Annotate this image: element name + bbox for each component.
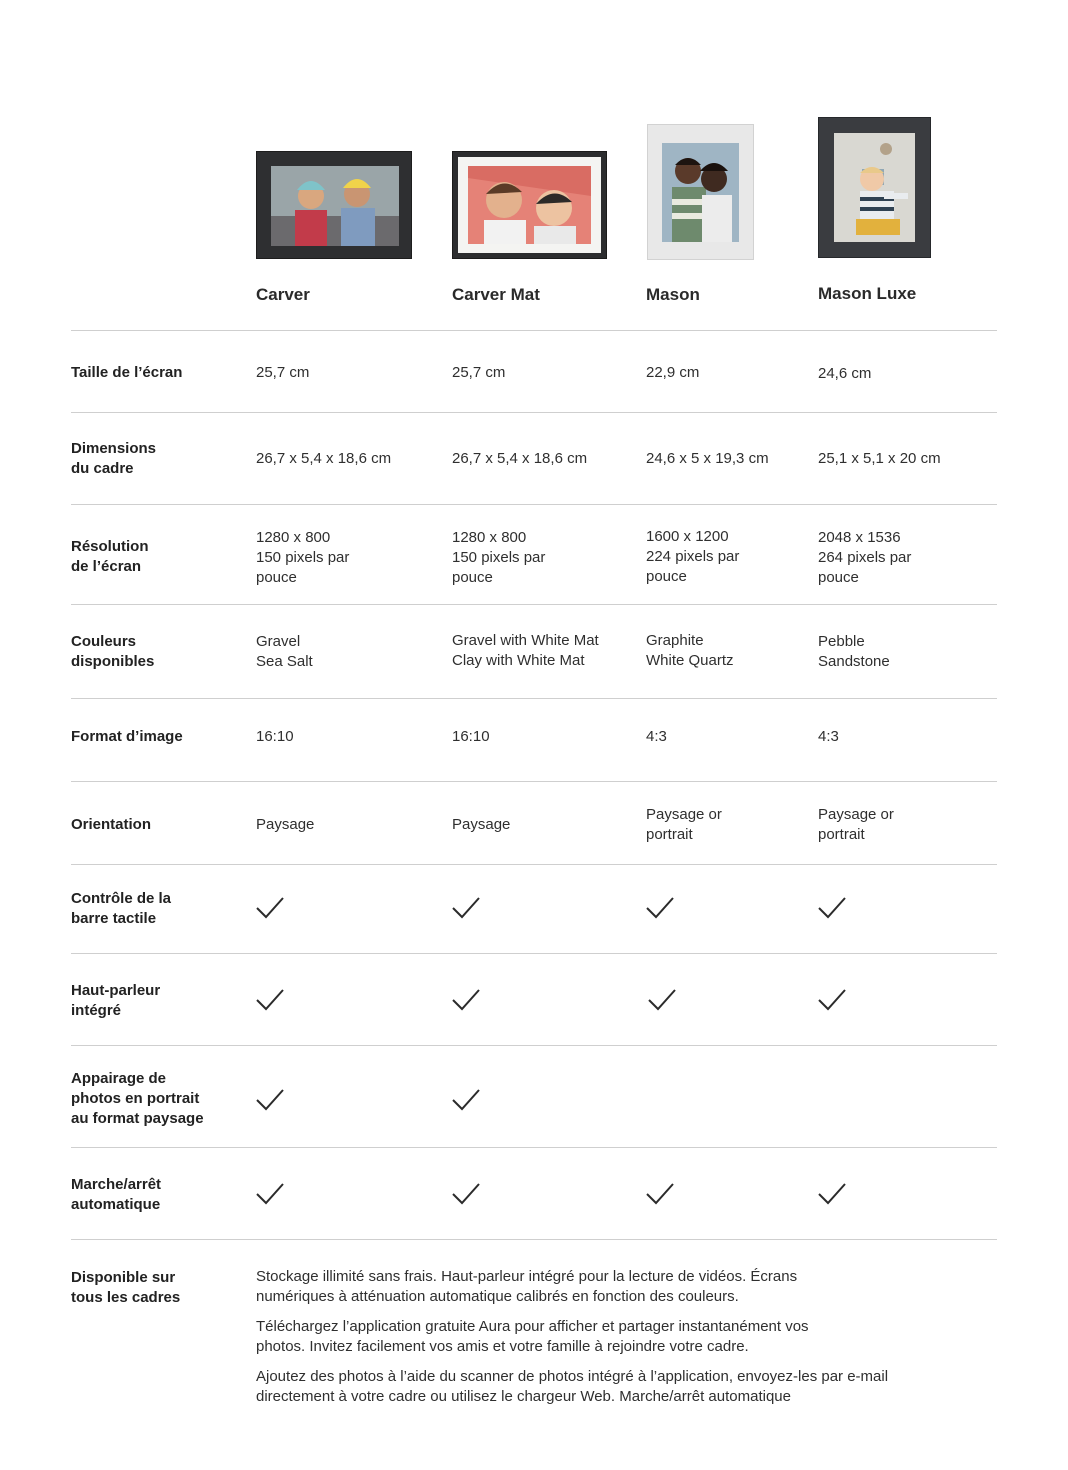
cell-carver-mat: Paysage: [452, 816, 511, 833]
divider: [71, 604, 997, 605]
cell-carver: 25,7 cm: [256, 364, 310, 381]
row-label: Haut-parleur intégré: [71, 982, 161, 1019]
check-icon: [451, 1181, 481, 1207]
divider: [71, 953, 997, 954]
cell-carver: Paysage: [256, 816, 315, 833]
cell-carver-mat: 25,7 cm: [452, 364, 506, 381]
row-label: Format d’image: [71, 728, 183, 745]
cell-mason-luxe: 24,6 cm: [818, 365, 872, 382]
divider: [71, 330, 997, 331]
carver-frame-image: [256, 151, 412, 259]
cell-carver: 1280 x 800 150 pixels par pouce: [256, 529, 350, 586]
divider: [71, 864, 997, 865]
cell-carver-mat: Gravel with White Mat Clay with White Mat: [452, 632, 599, 669]
divider: [71, 412, 997, 413]
cell-mason-luxe: 2048 x 1536 264 pixels par pouce: [818, 529, 912, 586]
row-label: Taille de l’écran: [71, 364, 183, 381]
divider: [71, 1147, 997, 1148]
carver-mat-frame-image: [452, 151, 607, 259]
cell-mason: 22,9 cm: [646, 364, 700, 381]
cell-mason: 1600 x 1200 224 pixels par pouce: [646, 528, 740, 585]
cell-mason-luxe: 25,1 x 5,1 x 20 cm: [818, 450, 941, 467]
cell-mason: Paysage or portrait: [646, 806, 722, 843]
feature-paragraph: Stockage illimité sans frais. Haut-parleur intégré pour la lecture de vidéos. Écrans numériques à atténuation automatique calibrés en fonction des couleurs.: [256, 1268, 798, 1305]
cell-mason: 4:3: [646, 728, 667, 745]
cell-carver-mat: 16:10: [452, 728, 490, 745]
row-label: Contrôle de la barre tactile: [71, 890, 172, 927]
row-label: Marche/arrêt automatique: [71, 1176, 162, 1213]
row-label: Appairage de photos en portrait au format paysage: [71, 1070, 204, 1127]
cell-carver-mat: 1280 x 800 150 pixels par pouce: [452, 529, 546, 586]
divider: [71, 1045, 997, 1046]
divider: [71, 698, 997, 699]
check-icon: [451, 895, 481, 921]
cell-mason: 24,6 x 5 x 19,3 cm: [646, 450, 769, 467]
divider: [71, 1239, 997, 1240]
check-icon: [645, 1181, 675, 1207]
row-label: Couleurs disponibles: [71, 633, 155, 670]
product-name: Carver Mat: [452, 285, 540, 304]
check-icon: [255, 1087, 285, 1113]
feature-paragraph: Ajoutez des photos à l’aide du scanner de photos intégré à l’application, envoyez-les par e-mail directement à votre cadre ou utilisez le chargeur Web. Marche/arrêt automatique: [256, 1368, 889, 1405]
check-icon: [255, 895, 285, 921]
feature-paragraph: Téléchargez l’application gratuite Aura pour afficher et partager instantanément vos photos. Invitez facilement vos amis et votre famille à rejoindre votre cadre.: [256, 1318, 809, 1355]
check-icon: [817, 987, 847, 1013]
product-name: Mason: [646, 285, 700, 304]
product-name: Carver: [256, 285, 310, 304]
row-label: Disponible sur tous les cadres: [71, 1269, 181, 1306]
check-icon: [451, 987, 481, 1013]
check-icon: [255, 1181, 285, 1207]
row-label: Résolution de l’écran: [71, 538, 149, 575]
check-icon: [451, 1087, 481, 1113]
mason-frame-image: [647, 124, 754, 260]
cell-carver: 26,7 x 5,4 x 18,6 cm: [256, 450, 392, 467]
cell-mason-luxe: 4:3: [818, 728, 839, 745]
check-icon: [645, 895, 675, 921]
mason-luxe-frame-image: [818, 117, 931, 258]
cell-carver: 16:10: [256, 728, 294, 745]
cell-carver: Gravel Sea Salt: [256, 633, 313, 670]
product-name: Mason Luxe: [818, 284, 917, 303]
row-label: Orientation: [71, 816, 152, 833]
row-label: Dimensions du cadre: [71, 440, 157, 477]
check-icon: [817, 895, 847, 921]
check-icon: [255, 987, 285, 1013]
check-icon: [647, 987, 677, 1013]
check-icon: [817, 1181, 847, 1207]
divider: [71, 781, 997, 782]
cell-mason-luxe: Paysage or portrait: [818, 806, 894, 843]
cell-mason: Graphite White Quartz: [646, 632, 734, 669]
divider: [71, 504, 997, 505]
cell-mason-luxe: Pebble Sandstone: [818, 633, 890, 670]
cell-carver-mat: 26,7 x 5,4 x 18,6 cm: [452, 450, 588, 467]
